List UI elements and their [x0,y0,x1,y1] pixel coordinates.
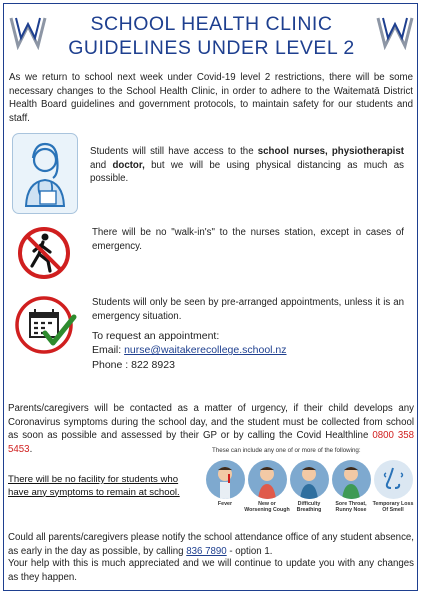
school-logo-left-icon [9,14,47,50]
calendar-check-icon [14,295,81,357]
symptom-label: New or Worsening Cough [244,501,290,514]
nose-icon [374,460,413,499]
no-facility-line-1: There will be no facility for students who [8,474,179,485]
request-label: To request an appointment: [92,330,220,342]
symptom-breathing [286,460,332,514]
urgency-end: . [29,443,33,455]
access-paragraph [90,145,404,186]
attendance-phone-link[interactable]: 836 7890 [186,545,227,557]
access-distancing-text: but we will be using physical distancing as much as possible. [90,159,404,184]
access-doctor-text: doctor, [112,159,145,171]
access-and-text: and [90,159,113,171]
sore-throat-icon [332,460,371,499]
symptom-fever [202,460,248,507]
no-facility-notice [8,474,180,499]
fever-icon [206,460,245,499]
urgency-text: Parents/caregivers will be contacted as a matter of urgency, if their child develops any Coronavirus symptoms during the school day, and the student must be collected from school as soon as possible and assessed by their GP or by calling the Covid Healthline [8,403,414,441]
healthline-number: 0800 358 5453 [8,430,415,455]
email-line [92,343,287,357]
access-staff-text: school nurses, physiotherapist [257,146,404,157]
page-title-line-2: GUIDELINES UNDER LEVEL 2 [68,37,355,59]
school-logo-right-icon [376,14,414,50]
access-text: Students will still have access to the [90,146,258,157]
nurse-icon [12,133,78,214]
symptom-sore-throat [328,460,374,514]
symptom-loss-of-smell [370,460,416,514]
cough-icon [248,460,287,499]
thanks-paragraph: Your help with this is much appreciated and we will continue to update you with any changes as they happen. [8,558,414,583]
appointments-paragraph: Students will only be seen by pre-arranged appointments, unless it is an emergency situation. [92,297,404,322]
symptom-label: Sore Throat, Runny Nose [335,501,367,514]
appointment-contact [92,329,287,372]
symptom-label: Difficulty Breathing [296,501,322,514]
email-label: Email: [92,344,125,357]
no-walk-ins-icon [14,226,75,280]
absence-paragraph [8,531,414,558]
absence-text: Could all parents/caregivers please notify the school attendance office of any student absence, as early in the day as possible, by calling [8,532,414,557]
symptom-cough [244,460,290,514]
intro-paragraph: As we return to school next week under Covid-19 level 2 restrictions, there will be some necessary changes to the School Health Clinic, in order to adhere to the Waitematā District Health Board guidelines and government protocols, to maintain safety for our students and staff. [9,72,413,124]
symptoms-note: These can include any one of or more of the following: [212,447,361,454]
page-title-line-1: SCHOOL HEALTH CLINIC [90,13,333,35]
symptom-label: Temporary Loss Of Smell [372,501,414,514]
breathing-icon [290,460,329,499]
symptom-label: Fever [217,501,233,507]
no-walk-ins-paragraph: There will be no "walk-in's" to the nurses station, except in cases of emergency. [92,227,404,252]
absence-option-text: - option 1. [226,545,273,557]
email-link[interactable]: nurse@waitakerecollege.school.nz [124,344,287,357]
phone-line: Phone : 822 8923 [92,358,175,371]
no-facility-line-2: have any symptoms to remain at school. [8,486,180,498]
